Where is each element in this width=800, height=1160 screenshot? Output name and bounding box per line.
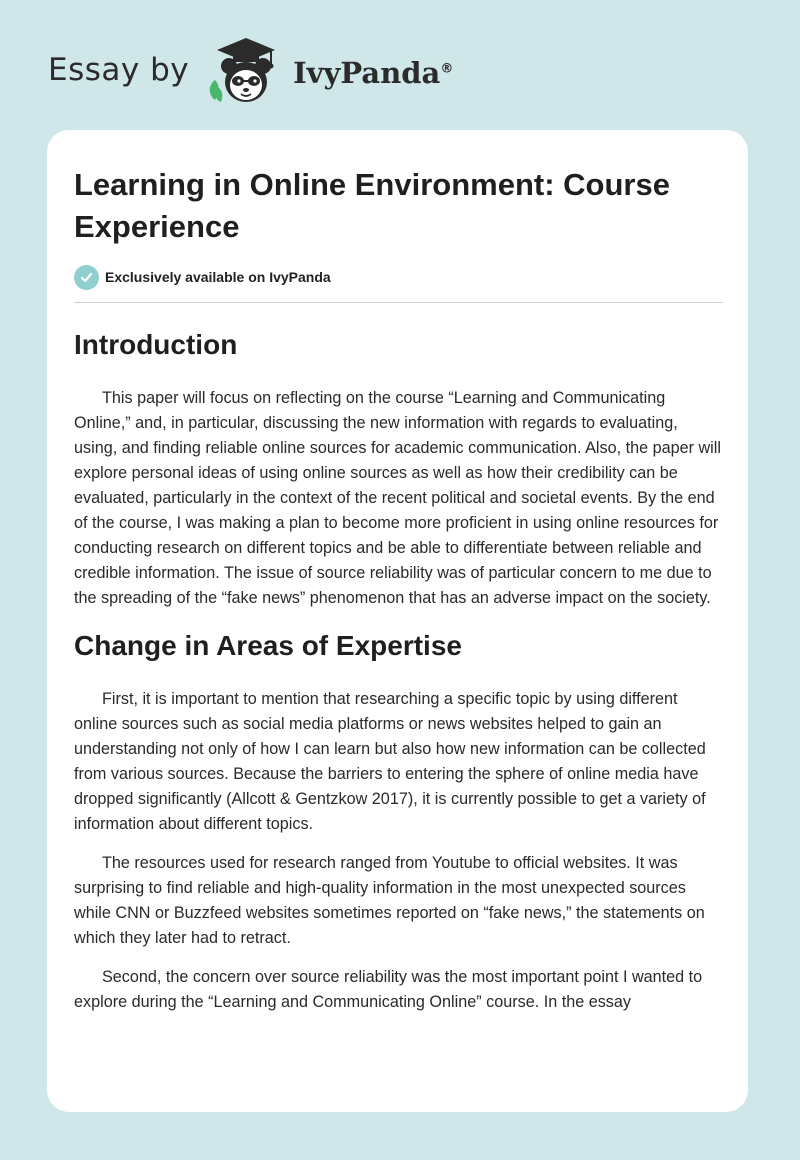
essay-card [47, 130, 748, 1112]
section-heading-introduction: Introduction [74, 329, 238, 360]
section-heading-change-in-areas: Change in Areas of Expertise [74, 630, 462, 661]
paragraph: Second, the concern over source reliability was the most important point I wanted to explore during the “Learning and Communicating Online” course. In the essay [74, 968, 703, 1011]
registered-mark: ® [440, 61, 454, 77]
panda-graduate-icon [205, 36, 285, 108]
exclusive-badge [74, 264, 723, 290]
brand-prefix: Essay by [48, 52, 190, 88]
essay-content [74, 130, 723, 1015]
check-icon [74, 265, 99, 290]
essay-title: Learning in Online Environment: Course Experience [74, 167, 670, 244]
divider [74, 302, 723, 303]
brand-name: IvyPanda® [293, 56, 454, 90]
paragraph: This paper will focus on reflecting on the course “Learning and Communicating Online,” and, in particular, discussing the new information with regards to evaluating, using, and finding reliable online sources for academic communication. Also, the paper will explore personal ideas of using online sources as well as how their credibility can be evaluated, particularly in the context of the recent political and societal events. By the end of the course, I was making a plan to become more proficient in using online resources for conducting research on different topics and be able to differentiate between reliable and credible information. The issue of source reliability was of particular concern to me due to the spreading of the “fake news” phenomenon that has an adverse impact on the society. [74, 389, 721, 607]
paragraph: The resources used for research ranged from Youtube to official websites. It was surprising to find reliable and high-quality information in the most unexpected sources while CNN or Buzzfeed websites sometimes reported on “fake news,” the statements on which they later had to retract. [74, 854, 705, 947]
paragraph: First, it is important to mention that researching a specific topic by using different online sources such as social media platforms or news websites helped to gain an understanding not only of how I can learn but also how new information can be collected from various sources. Because the barriers to entering the sphere of online media have dropped significantly (Allcott & Gentzkow 2017), it is currently possible to get a variety of information about different topics. [74, 690, 706, 833]
brand-header [48, 36, 453, 108]
exclusive-label: Exclusively available on IvyPanda [105, 269, 331, 285]
